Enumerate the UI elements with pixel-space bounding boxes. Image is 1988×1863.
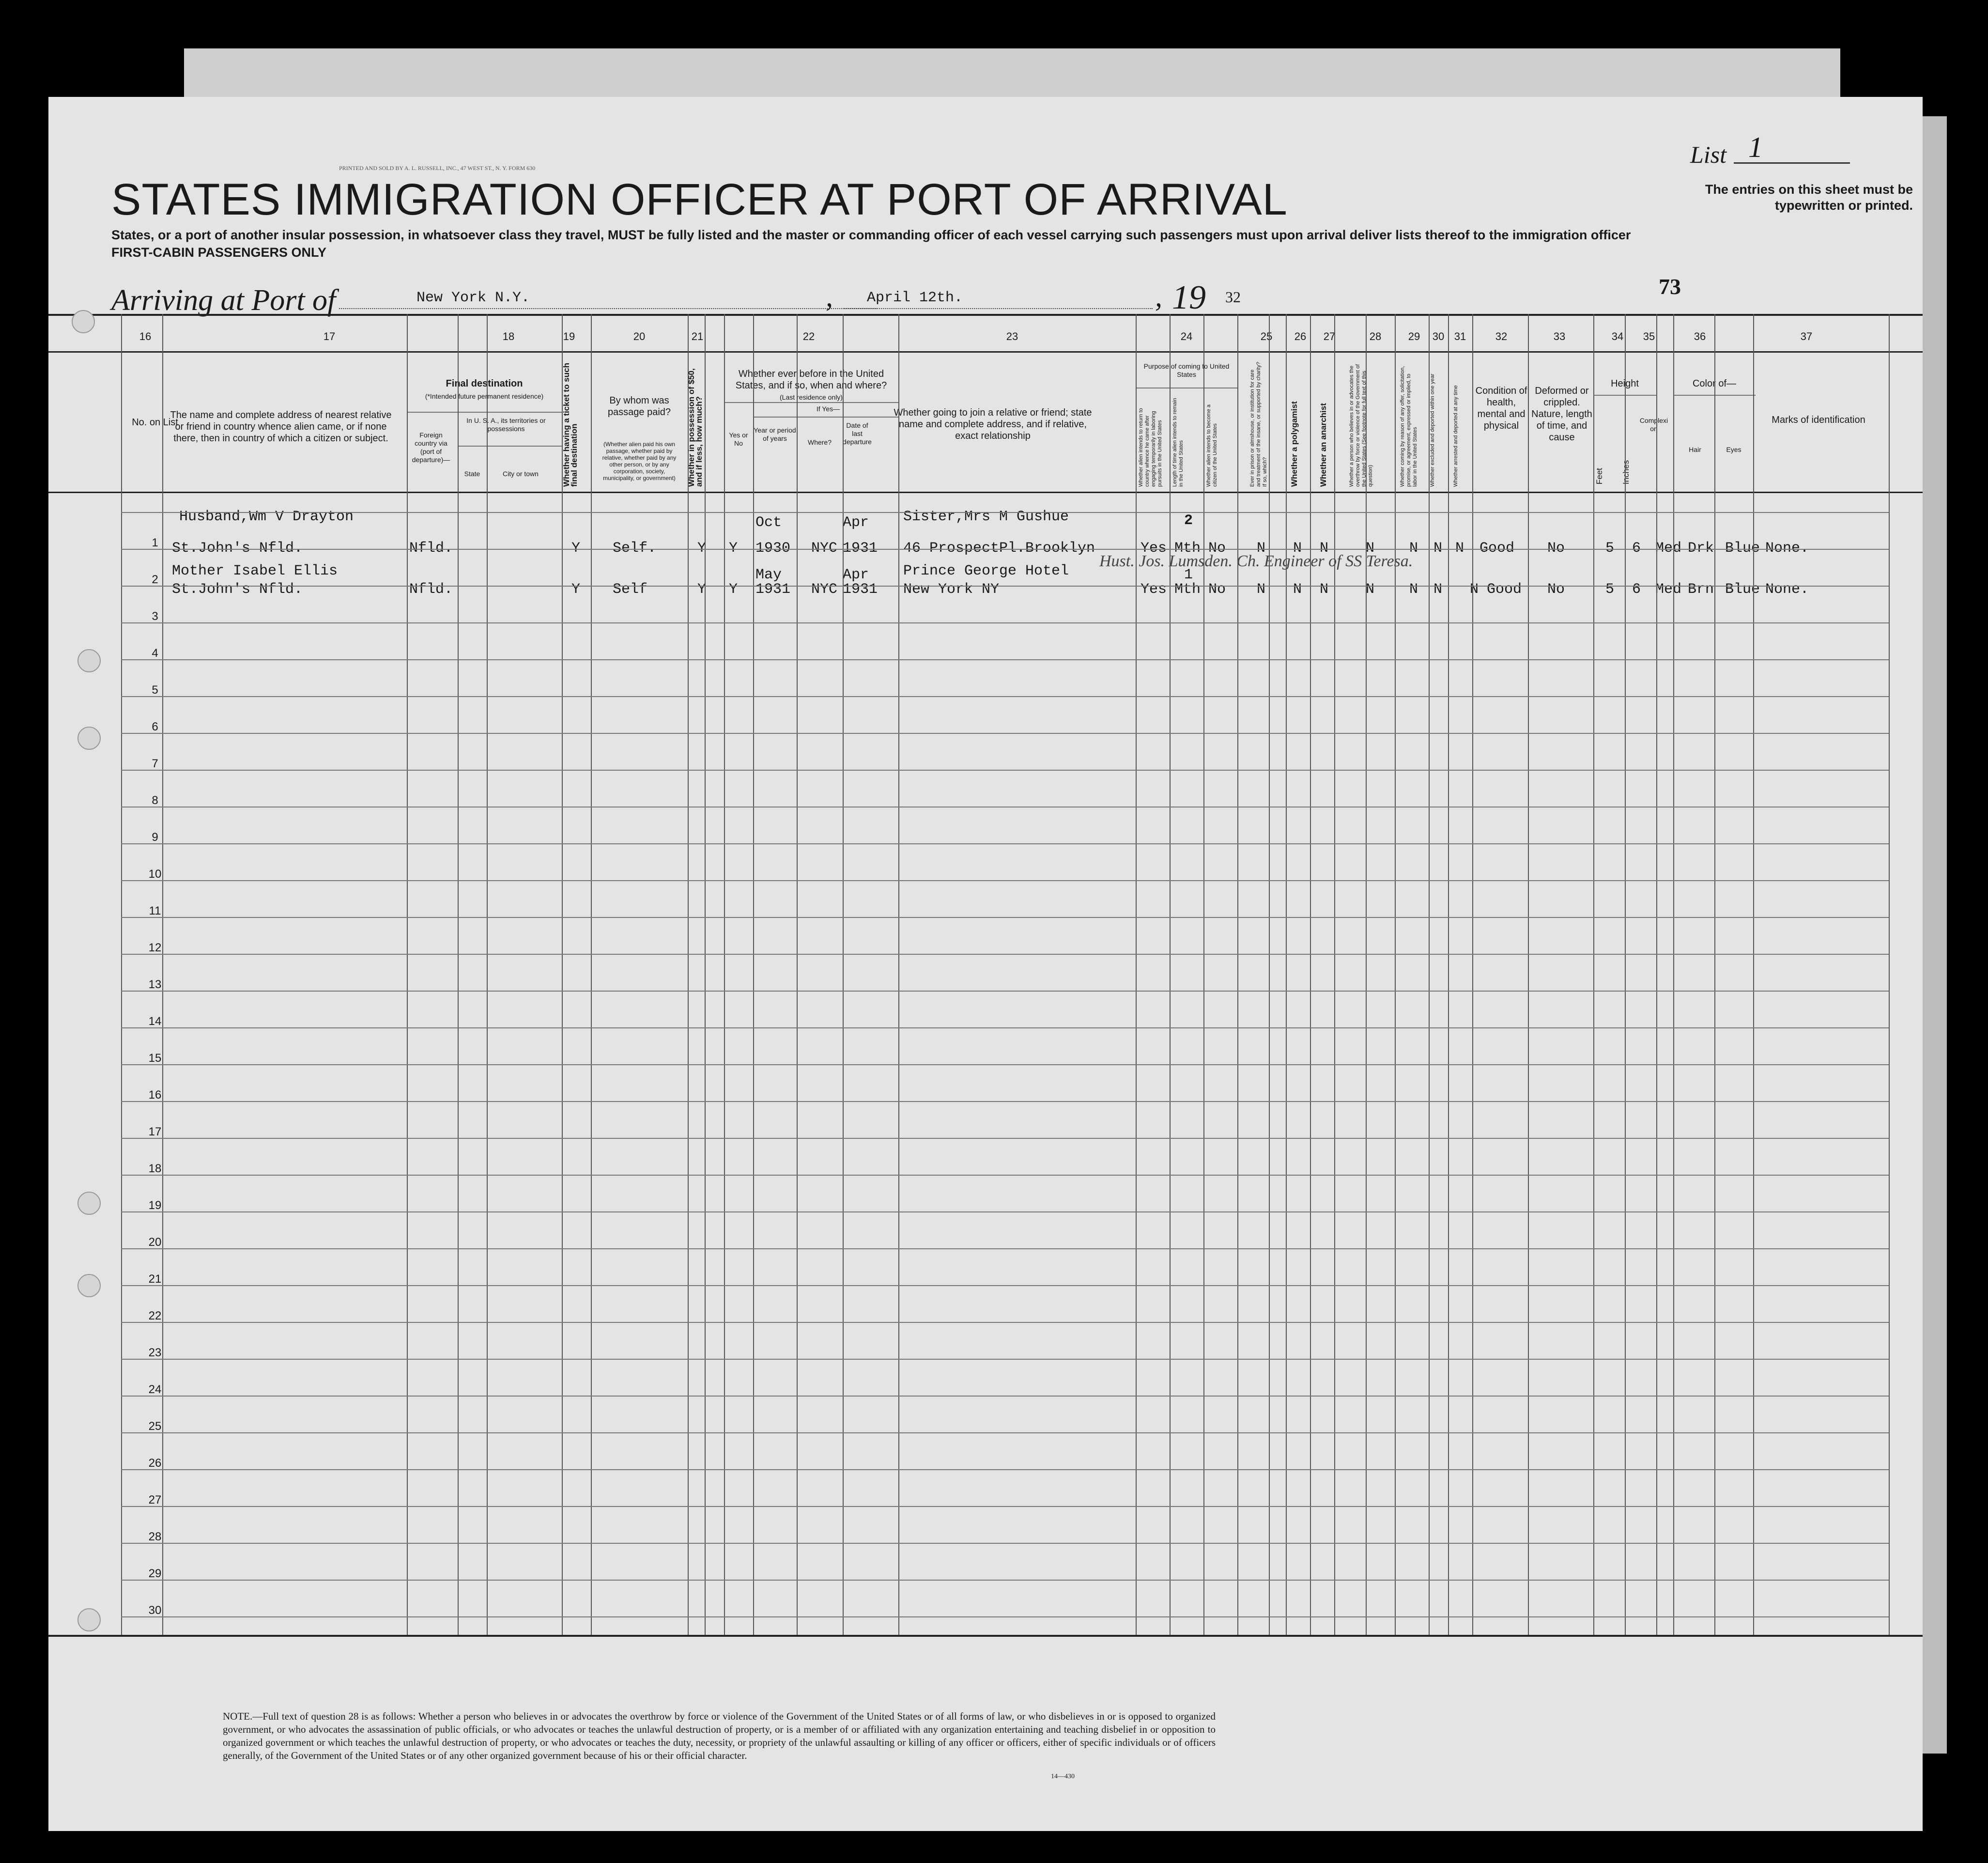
deformed: No	[1547, 581, 1565, 598]
hdr-ever-before: Whether ever before in the United States, and if so, when and where?	[735, 369, 887, 391]
hdr-excluded: Whether excluded and deported within one year	[1430, 373, 1435, 487]
row-number: 13	[148, 978, 162, 991]
row-number: 7	[152, 757, 158, 770]
col-number-27: 27	[1323, 330, 1336, 342]
sub-rule	[724, 402, 898, 403]
col-number-20: 20	[633, 330, 646, 342]
marks: None.	[1765, 581, 1809, 598]
row-rule	[121, 1469, 1889, 1470]
row-number: 28	[148, 1530, 162, 1543]
row-number: 17	[148, 1125, 162, 1138]
list-label: List	[1690, 141, 1727, 168]
row-rule	[121, 1211, 1889, 1212]
hdr-polygamist: Whether a polygamist	[1290, 401, 1299, 487]
sheet-number: 73	[1659, 274, 1681, 299]
row-number: 4	[152, 647, 158, 660]
row-number: 1	[152, 536, 158, 549]
anarchist: N	[1320, 581, 1329, 598]
header-rule	[48, 314, 1923, 316]
departure-month: Apr	[843, 514, 869, 531]
row-number: 29	[148, 1567, 162, 1580]
row-rule	[121, 512, 1889, 513]
hdr-prison: Ever in prison or almshouse, or institution for care and treatment of the insane, or supported by charity? If so, which?	[1249, 361, 1268, 487]
row-rule	[121, 770, 1889, 771]
polygamist: N	[1293, 540, 1302, 557]
labor-offer: N	[1409, 540, 1418, 557]
col-number-34: 34	[1611, 330, 1624, 342]
health: Good	[1487, 581, 1522, 598]
hdr-purpose-length: Length of time alien intends to remain in the United States	[1172, 398, 1184, 487]
row-rule	[121, 880, 1889, 881]
row-rule	[121, 1506, 1889, 1507]
relative-name: Husband,Wm V Drayton	[179, 509, 354, 525]
health: Good	[1479, 540, 1515, 557]
purpose-length: Mth	[1174, 540, 1201, 557]
where: NYC	[811, 581, 838, 598]
binder-hole	[77, 727, 101, 750]
hdr-eyes: Eyes	[1726, 446, 1741, 453]
hdr-ever-before-note: (Last residence only)	[780, 393, 843, 401]
period-month: Oct	[755, 514, 782, 531]
complexion: Med	[1655, 540, 1682, 557]
passage-paid: Self	[613, 581, 648, 598]
foreign-country: Nfld.	[409, 581, 453, 598]
hdr-where: Where?	[807, 438, 832, 446]
hdr-health: Condition of health, mental and physical	[1475, 386, 1527, 431]
row-number: 2	[152, 573, 158, 586]
hdr-final-destination-note: (*Intended future permanent residence)	[425, 392, 544, 400]
col-number-18: 18	[502, 330, 515, 342]
row-number: 3	[152, 610, 158, 623]
row-rule	[121, 1101, 1889, 1102]
row-number: 16	[148, 1088, 162, 1102]
col-number-19: 19	[563, 330, 575, 342]
hair: Brn	[1688, 581, 1714, 598]
hdr-state: State	[464, 470, 480, 478]
col-number-25: 25	[1260, 330, 1273, 342]
date-line	[843, 308, 1153, 309]
height-inches: 6	[1632, 581, 1641, 598]
excluded: N	[1433, 540, 1443, 557]
table-bottom-rule	[48, 1635, 1923, 1637]
hdr-if-yes: If Yes—	[816, 405, 840, 413]
col-number-33: 33	[1553, 330, 1566, 342]
hdr-passage-paid: By whom was passage paid?	[607, 395, 671, 418]
hdr-anarchist: Whether an anarchist	[1319, 403, 1328, 487]
departure-year: 1931	[843, 540, 878, 557]
footnote: NOTE.—Full text of question 28 is as follows: Whether a person who believes in or advocates the overthrow by force or violence of the Government of the United States or of all forms of law, or who disbelieves in or is opposed to organized government, or who advocates the assassination of public officials, or who advocates or teaches the unlawful destruction of property, or is a member of or affiliated with any organization entertaining and teaching disbelief in or opposition to organized government or which teaches the unlawful destruction of property, or who advocates or teaches the duty, necessity, or propriety of the unlawful assaulting or killing of any officer or officers, either of specific individuals or of officers generally, of the Government of the United States or of any other organized government because of his or their official character.	[223, 1710, 1216, 1761]
colnum-rule	[48, 351, 1923, 353]
hdr-no-on-list: No. on List	[132, 417, 178, 428]
hdr-hair: Hair	[1689, 446, 1701, 453]
date-value: April 12th.	[867, 290, 963, 306]
form-code: 14—430	[1051, 1773, 1075, 1780]
hdr-feet: Feet	[1595, 467, 1604, 484]
row-number: 24	[148, 1383, 162, 1396]
purpose-length-number: 2	[1184, 512, 1193, 529]
subtitle: States, or a port of another insular possession, in whatsoever class they travel, MUST be fully listed and the master or commanding officer of each vessel carrying such passengers must upon arrival deliver lists thereof to the immigration officer	[111, 228, 1631, 242]
join-relative: Prince George Hotel	[903, 563, 1069, 579]
ever-before: Y	[729, 581, 738, 598]
row-rule	[121, 1248, 1889, 1249]
binder-hole	[77, 1192, 101, 1215]
hdr-passage-note: (Whether alien paid his own passage, whether paid by relative, whether paid by any other person, or by any corporation, society, municipality, or government)	[602, 441, 677, 481]
row-number: 5	[152, 683, 158, 697]
sub-rule	[753, 417, 898, 418]
comma: ,	[826, 280, 833, 312]
list-number: 1	[1748, 131, 1763, 163]
row-rule	[121, 954, 1889, 955]
hdr-purpose: Purpose of coming to United States	[1143, 362, 1230, 378]
row-number: 18	[148, 1162, 162, 1175]
purpose-return: Yes	[1140, 581, 1167, 598]
passage-paid: Self.	[613, 540, 657, 557]
row-number: 27	[148, 1493, 162, 1506]
purpose-citizen: No	[1208, 581, 1226, 598]
hdr-color-of: Color of—	[1692, 378, 1737, 389]
row-rule	[121, 917, 1889, 918]
manifest-sheet	[48, 97, 1923, 1831]
row-rule	[121, 1138, 1889, 1139]
hdr-final-destination: Final destination	[446, 378, 523, 389]
row-rule	[121, 1064, 1889, 1065]
page-title: STATES IMMIGRATION OFFICER AT PORT OF ARRIVAL	[111, 175, 1288, 224]
col-number-30: 30	[1432, 330, 1445, 342]
hdr-marks: Marks of identification	[1772, 415, 1865, 425]
hdr-last-departure: Date of last departure	[843, 421, 872, 446]
handwritten-annotation: Hust. Jos. Lumsden. Ch. Engineer of SS Teresa.	[1099, 552, 1413, 570]
hdr-fifty-dollars: Whether in possession of $50, and if less, how much?	[687, 368, 704, 487]
col-number-32: 32	[1495, 330, 1508, 342]
hair: Drk	[1688, 540, 1714, 557]
hdr-join-relative: Whether going to join a relative or friend; state name and complete address, and if relative, exact relationship	[894, 407, 1092, 441]
col-number-31: 31	[1454, 330, 1466, 342]
height-feet: 5	[1605, 540, 1615, 557]
row-number: 21	[148, 1273, 162, 1286]
complexion: Med	[1655, 581, 1682, 598]
row-number: 6	[152, 720, 158, 733]
port-value: New York N.Y.	[416, 290, 530, 306]
prison: N	[1257, 581, 1266, 598]
row-rule	[121, 1175, 1889, 1176]
comma: ,	[1155, 280, 1162, 312]
col-number-21: 21	[691, 330, 704, 342]
row-rule	[121, 1616, 1889, 1617]
row-rule	[121, 1580, 1889, 1581]
join-relative: Sister,Mrs M Gushue	[903, 509, 1069, 525]
row-rule	[121, 622, 1889, 623]
col-number-24: 24	[1180, 330, 1193, 342]
row-number: 14	[148, 1015, 162, 1028]
sub-rule	[458, 446, 562, 447]
overthrow: N	[1366, 581, 1375, 598]
fifty-dollars: Y	[697, 581, 707, 598]
hdr-purpose-return: Whether alien intends to return to country whence he came after engaging temporarily in laboring pursuits in the United States	[1138, 408, 1163, 487]
foreign-country: Nfld.	[409, 540, 453, 557]
row-number: 30	[148, 1604, 162, 1617]
hdr-yes-no: Yes or No	[729, 431, 748, 447]
marks: None.	[1765, 540, 1809, 557]
period-month: May	[755, 567, 782, 583]
excluded: N	[1433, 581, 1443, 598]
ticket: Y	[571, 581, 581, 598]
row-rule	[121, 549, 1889, 550]
entries-note: The entries on this sheet must be typewritten or printed.	[1705, 182, 1913, 213]
hdr-ticket: Whether having a ticket to such final destination	[562, 363, 579, 487]
hdr-city: City or town	[503, 470, 539, 478]
row-rule	[121, 586, 1889, 587]
col-number-17: 17	[323, 330, 336, 342]
polygamist: N	[1293, 581, 1302, 598]
row-number: 11	[149, 904, 161, 917]
row-rule	[121, 1359, 1889, 1360]
row-rule	[121, 1322, 1889, 1323]
row-rule	[121, 843, 1889, 844]
row-rule	[121, 991, 1889, 992]
row-number: 26	[148, 1457, 162, 1470]
row-number: 19	[148, 1199, 162, 1212]
col-number-16: 16	[139, 330, 152, 342]
anarchist: N	[1320, 540, 1329, 557]
row-number: 20	[148, 1236, 162, 1249]
height-inches: 6	[1632, 540, 1641, 557]
eyes: Blue	[1725, 581, 1760, 598]
join-address: 46 ProspectPl.Brooklyn	[903, 540, 1095, 557]
row-number: 22	[148, 1309, 162, 1322]
year-prefix: 19	[1172, 279, 1206, 316]
row-rule	[121, 733, 1889, 734]
row-number: 10	[148, 868, 162, 881]
printer-line: PRINTED AND SOLD BY A. L. RUSSELL, INC., 47 WEST ST., N. Y. FORM 630	[339, 165, 536, 171]
period-year: 1930	[755, 540, 791, 557]
col-number-37: 37	[1800, 330, 1813, 342]
class-line: FIRST-CABIN PASSENGERS ONLY	[111, 245, 327, 260]
row-rule	[121, 1396, 1889, 1397]
prison: N	[1257, 540, 1266, 557]
row-number: 15	[148, 1052, 162, 1065]
overthrow: N	[1366, 540, 1375, 557]
binder-hole	[77, 1608, 101, 1631]
eyes: Blue	[1725, 540, 1760, 557]
hdr-inches: Inches	[1621, 460, 1631, 484]
row-number: 23	[148, 1346, 162, 1359]
purpose-length: Mth	[1174, 581, 1201, 598]
departure-month: Apr	[843, 567, 869, 583]
purpose-citizen: No	[1208, 540, 1226, 557]
col-number-35: 35	[1643, 330, 1655, 342]
height-feet: 5	[1605, 581, 1615, 598]
hdr-arrested: Whether arrested and deported at any time	[1453, 385, 1459, 487]
hdr-complexion: Complexion	[1639, 417, 1668, 433]
row-rule	[121, 1543, 1889, 1544]
hdr-deformed: Deformed or crippled. Nature, length of time, and cause	[1531, 386, 1592, 443]
col-number-22: 22	[802, 330, 815, 342]
join-address: New York NY	[903, 581, 1000, 598]
col-number-26: 26	[1294, 330, 1307, 342]
purpose-return: Yes	[1140, 540, 1167, 557]
hdr-period: Year or period of years	[754, 426, 796, 442]
relative-address: St.John's Nfld.	[172, 540, 303, 557]
fifty-dollars: Y	[697, 540, 707, 557]
ever-before: Y	[729, 540, 738, 557]
col-number-28: 28	[1369, 330, 1382, 342]
relative-address: St.John's Nfld.	[172, 581, 303, 598]
row-rule	[121, 659, 1889, 660]
where: NYC	[811, 540, 838, 557]
binder-hole	[77, 649, 101, 672]
hdr-height: Height	[1611, 378, 1639, 389]
period-year: 1931	[755, 581, 791, 598]
col-number-23: 23	[1006, 330, 1018, 342]
arrested: N	[1470, 581, 1479, 598]
row-rule	[121, 1027, 1889, 1028]
col-number-36: 36	[1694, 330, 1706, 342]
port-line	[339, 308, 877, 309]
hdr-labor-offer: Whether coming by reason of any offer, solicitation, promise, or agreement, expressed or implied, to labor in the United States	[1400, 366, 1418, 487]
hdr-purpose-citizen: Whether alien intends to become a citizen of the United States	[1206, 404, 1218, 487]
header-bottom-rule	[48, 492, 1923, 493]
deformed: No	[1547, 540, 1565, 557]
year-suffix: 32	[1225, 288, 1241, 306]
hdr-overthrow: Whether a person who believes in or advocates the overthrow by force or violence of the Government of the United States (See footnote for full text of this question)	[1349, 364, 1373, 487]
hdr-nearest-relative: The name and complete address of nearest relative or friend in country whence alien came, or if none there, then in country of which a citizen or subject.	[170, 410, 392, 444]
binder-hole	[72, 310, 95, 333]
ticket: Y	[571, 540, 581, 557]
row-rule	[121, 1432, 1889, 1433]
row-number: 8	[152, 794, 158, 807]
row-rule	[121, 696, 1889, 697]
row-number: 25	[148, 1420, 162, 1433]
row-number: 9	[152, 831, 158, 844]
labor-offer: N	[1409, 581, 1418, 598]
row-rule	[121, 1285, 1889, 1286]
col-number-29: 29	[1408, 330, 1420, 342]
hdr-foreign-country: Foreign country via (port of departure)—	[412, 431, 450, 464]
arriving-label: Arriving at Port of	[111, 284, 336, 317]
relative-name: Mother Isabel Ellis	[172, 563, 338, 579]
hdr-in-usa: In U. S. A., its territories or possessions	[466, 417, 546, 433]
arrested: N	[1455, 540, 1464, 557]
row-number: 12	[148, 941, 162, 954]
binder-hole	[77, 1274, 101, 1297]
purpose-length-number: 1	[1184, 567, 1193, 583]
departure-year: 1931	[843, 581, 878, 598]
sub-rule	[407, 412, 562, 413]
column-rule	[1889, 314, 1890, 1635]
